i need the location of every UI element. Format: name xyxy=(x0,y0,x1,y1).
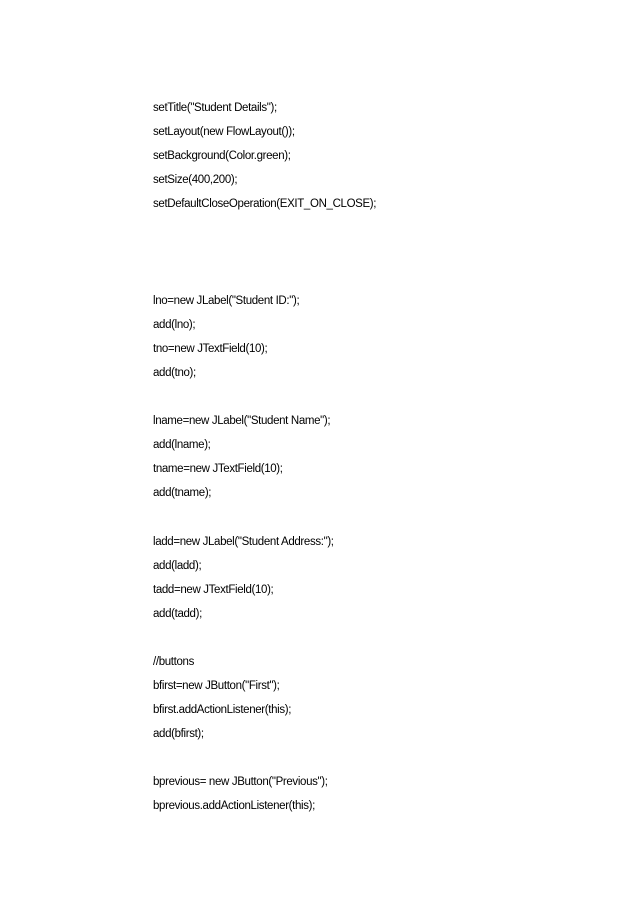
code-line-lno-label: lno=new JLabel("Student ID:"); xyxy=(153,295,300,307)
code-line-add-lname: add(lname); xyxy=(153,439,211,451)
code-line-tadd-field: tadd=new JTextField(10); xyxy=(153,584,274,596)
code-line-buttons-comment: //buttons xyxy=(153,656,194,668)
code-line-set-size: setSize(400,200); xyxy=(153,174,238,186)
code-line-bprevious-button: bprevious= new JButton("Previous"); xyxy=(153,776,328,788)
code-line-bprevious-listener: bprevious.addActionListener(this); xyxy=(153,800,315,812)
code-line-add-bfirst: add(bfirst); xyxy=(153,728,204,740)
code-line-add-ladd: add(ladd); xyxy=(153,560,202,572)
code-line-lname-label: lname=new JLabel("Student Name"); xyxy=(153,415,331,427)
code-line-set-close-operation: setDefaultCloseOperation(EXIT_ON_CLOSE); xyxy=(153,198,377,210)
code-line-set-title: setTitle("Student Details"); xyxy=(153,102,277,114)
code-line-add-tname: add(tname); xyxy=(153,487,212,499)
code-line-add-tadd: add(tadd); xyxy=(153,608,202,620)
code-line-bfirst-listener: bfirst.addActionListener(this); xyxy=(153,704,292,716)
code-line-ladd-label: ladd=new JLabel("Student Address:"); xyxy=(153,536,334,548)
code-line-bfirst-button: bfirst=new JButton("First"); xyxy=(153,680,280,692)
code-line-set-layout: setLayout(new FlowLayout()); xyxy=(153,126,295,138)
code-line-set-background: setBackground(Color.green); xyxy=(153,150,291,162)
code-line-add-tno: add(tno); xyxy=(153,367,196,379)
code-line-add-lno: add(lno); xyxy=(153,319,196,331)
code-line-tno-field: tno=new JTextField(10); xyxy=(153,343,268,355)
code-line-tname-field: tname=new JTextField(10); xyxy=(153,463,283,475)
